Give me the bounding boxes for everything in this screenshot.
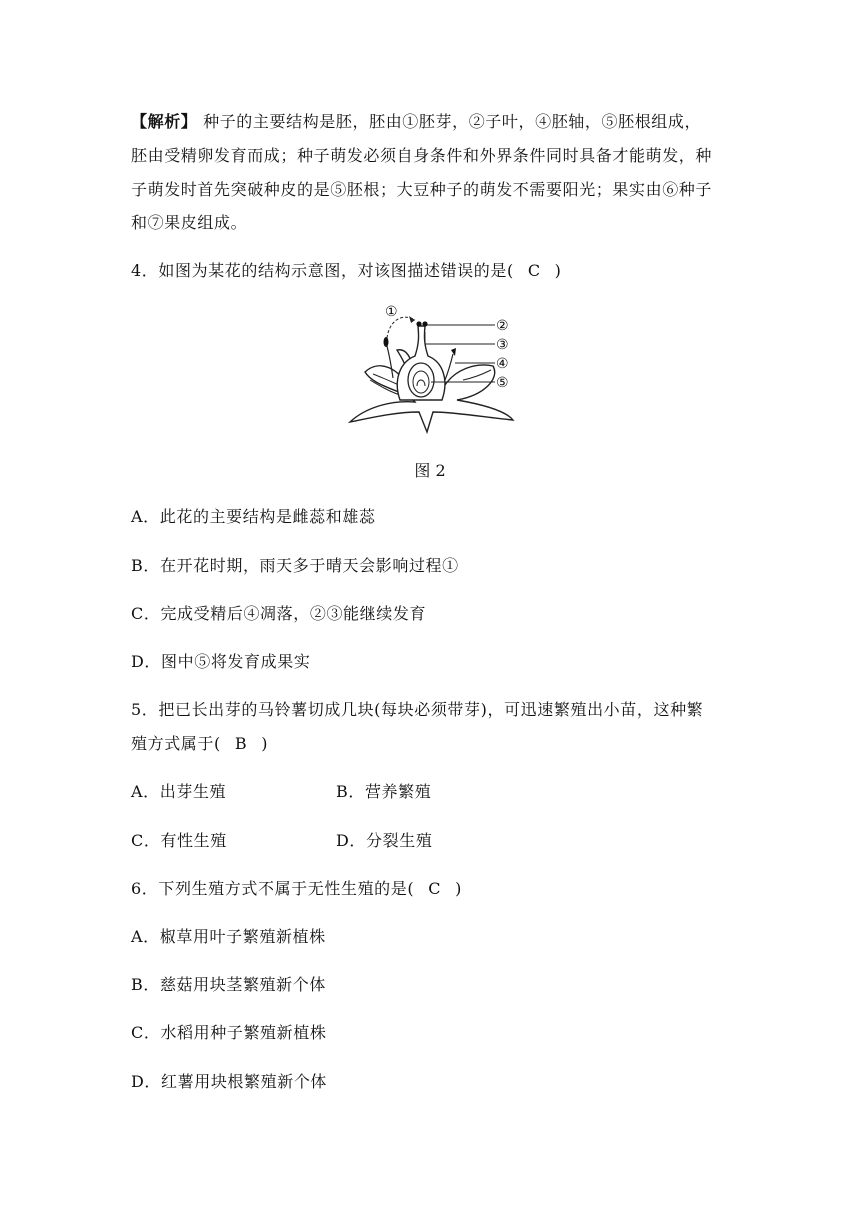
- q6-option-d: D．红薯用块根繁殖新个体: [131, 1072, 328, 1091]
- q4-answer: C: [527, 261, 541, 280]
- q6-answer: C: [428, 879, 442, 898]
- figure-caption: 图 2: [414, 461, 446, 480]
- question-5-stem-line-2: [131, 733, 268, 755]
- analysis-line-4: 和⑦果皮组成。: [131, 213, 248, 232]
- question-6-stem: [131, 878, 462, 900]
- q5-stem-prefix: 殖方式属于(: [131, 734, 221, 753]
- q5-option-d: D．分裂生殖: [336, 831, 433, 850]
- fig-label-3: ③: [496, 337, 509, 353]
- q6-stem-suffix: ): [455, 879, 462, 898]
- q6-option-c: C．水稻用种子繁殖新植株: [131, 1023, 327, 1042]
- analysis-text-1: 种子的主要结构是胚，胚由①胚芽，②子叶，④胚轴，⑤胚根组成，: [203, 112, 702, 131]
- q6-option-a: A．椒草用叶子繁殖新植株: [131, 927, 326, 946]
- analysis-line-3: 子萌发时首先突破种皮的是⑤胚根；大豆种子的萌发不需要阳光；果实由⑥种子: [131, 180, 713, 199]
- q4-option-b: B．在开花时期，雨天多于晴天会影响过程①: [131, 556, 459, 575]
- fig-label-4: ④: [496, 356, 509, 372]
- q5-option-a: A．出芽生殖: [131, 782, 227, 801]
- q5-stem-suffix: ): [261, 734, 269, 753]
- q5-options-row-1: [131, 781, 226, 803]
- question-5-stem-line-1: 5．把已长出芽的马铃薯切成几块(每块必须带芽)，可迅速繁殖出小苗，这种繁: [131, 700, 704, 719]
- flower-diagram: [345, 300, 515, 440]
- q6-option-b: B．慈菇用块茎繁殖新个体: [131, 975, 326, 994]
- question-4-stem: [131, 260, 562, 282]
- q5-option-b: B．营养繁殖: [336, 782, 432, 801]
- analysis-tag: 【解析】: [131, 112, 198, 131]
- stamen-right: [445, 354, 453, 380]
- q4-stem-prefix: 4．如图为某花的结构示意图，对该图描述错误的是(: [131, 261, 514, 280]
- q4-option-a: A．此花的主要结构是雌蕊和雄蕊: [131, 507, 376, 526]
- q4-option-c: C．完成受精后④凋落，②③能继续发育: [131, 604, 427, 623]
- fig-label-2: ②: [496, 318, 509, 334]
- analysis-line-1: [131, 111, 701, 133]
- q4-option-d: D．图中⑤将发育成果实: [131, 652, 311, 671]
- q6-stem-prefix: 6．下列生殖方式不属于无性生殖的是(: [131, 879, 415, 898]
- fig-label-5: ⑤: [496, 375, 509, 391]
- q5-answer: B: [234, 734, 248, 753]
- q4-stem-suffix: ): [554, 261, 562, 280]
- fig-label-1: ①: [385, 304, 398, 320]
- analysis-line-2: 胚由受精卵发育而成；种子萌发必须自身条件和外界条件同时具备才能萌发，种: [131, 146, 713, 165]
- q5-option-c: C．有性生殖: [131, 831, 227, 850]
